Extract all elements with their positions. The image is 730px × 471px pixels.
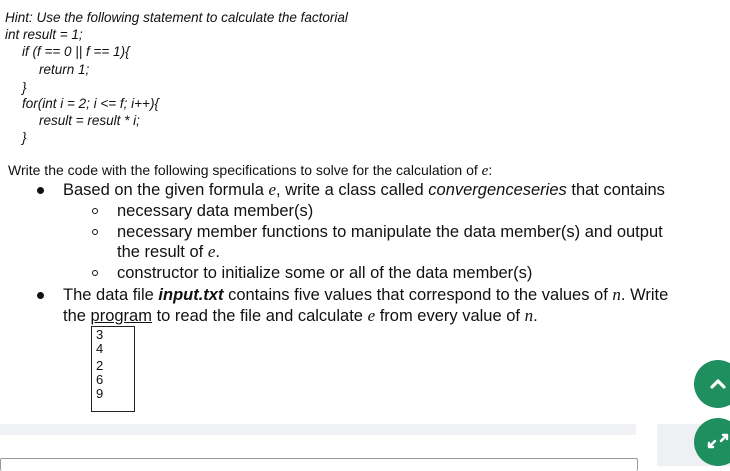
input-value-5: 9 xyxy=(96,386,104,401)
code-line-6: result = result * i; xyxy=(39,113,140,128)
bullet2-end1: . Write xyxy=(620,286,669,304)
sub-bullet-3 xyxy=(92,270,98,276)
bullet2-end2: . xyxy=(533,307,538,325)
spec-intro-var: e xyxy=(481,163,489,179)
input-values-box xyxy=(91,326,135,412)
bullet2-var-e: e xyxy=(367,306,376,325)
bullet1-mid: , write a class called xyxy=(276,181,424,199)
bullet2-var-n2: n xyxy=(524,306,534,325)
code-line-1: int result = 1; xyxy=(5,27,83,42)
hint-title: Hint: Use the following statement to calculate the factorial xyxy=(5,10,348,25)
class-name: convergenceseries xyxy=(428,181,567,199)
input-value-1: 3 xyxy=(96,327,104,342)
code-line-3: return 1; xyxy=(39,62,90,77)
sub2-line2-pre: the result of xyxy=(117,243,204,261)
input-value-2: 4 xyxy=(96,341,104,356)
sub2-end: . xyxy=(215,243,220,261)
sub1-text: necessary data member(s) xyxy=(117,202,314,220)
bullet-dot-2 xyxy=(37,292,44,299)
sub2-var: e xyxy=(207,242,216,261)
sub-bullet-1 xyxy=(92,208,98,214)
expand-button[interactable] xyxy=(694,418,730,466)
program-word: program xyxy=(90,307,152,325)
spec-intro xyxy=(8,162,492,180)
input-file-name: input.txt xyxy=(158,286,224,304)
input-value-3: 2 xyxy=(96,358,104,373)
bullet-dot-1 xyxy=(37,187,44,194)
code-line-5: for(int i = 2; i <= f; i++){ xyxy=(22,96,159,111)
sub-bullet-2 xyxy=(92,229,98,235)
sub2-line2 xyxy=(117,242,220,262)
spec-intro-end: : xyxy=(488,162,493,178)
bullet2-post: contains five values that correspond to the values of xyxy=(228,286,608,304)
sub3-text: constructor to initialize some or all of the data member(s) xyxy=(117,264,533,282)
scroll-up-button[interactable] xyxy=(694,360,730,408)
bullet2-line2-pre: the xyxy=(63,307,86,325)
bullet1-line xyxy=(63,180,665,200)
bullet2-line1 xyxy=(63,285,668,305)
expand-arrows-icon xyxy=(694,418,730,466)
spec-intro-text: Write the code with the following specifications to solve for the calculation of xyxy=(8,162,478,178)
bullet2-line2-mid2: from every value of xyxy=(379,307,521,325)
code-line-4: } xyxy=(22,80,27,95)
bullet2-line2-mid: to read the file and calculate xyxy=(156,307,363,325)
bullet2-line2 xyxy=(63,306,538,326)
answer-input-box[interactable] xyxy=(0,458,638,471)
code-line-2: if (f == 0 || f == 1){ xyxy=(22,44,130,59)
sub2-line1: necessary member functions to manipulate the data member(s) and output xyxy=(117,223,663,241)
bullet2-var-n: n xyxy=(612,285,621,304)
code-line-7: } xyxy=(22,130,27,145)
chevron-up-icon xyxy=(694,360,730,408)
input-value-4: 6 xyxy=(96,372,104,387)
answer-area-divider xyxy=(0,424,636,435)
bullet2-pre: The data file xyxy=(63,286,154,304)
bullet1-pre: Based on the given formula xyxy=(63,181,264,199)
bullet1-post: that contains xyxy=(571,181,665,199)
bullet1-var: e xyxy=(268,180,277,199)
